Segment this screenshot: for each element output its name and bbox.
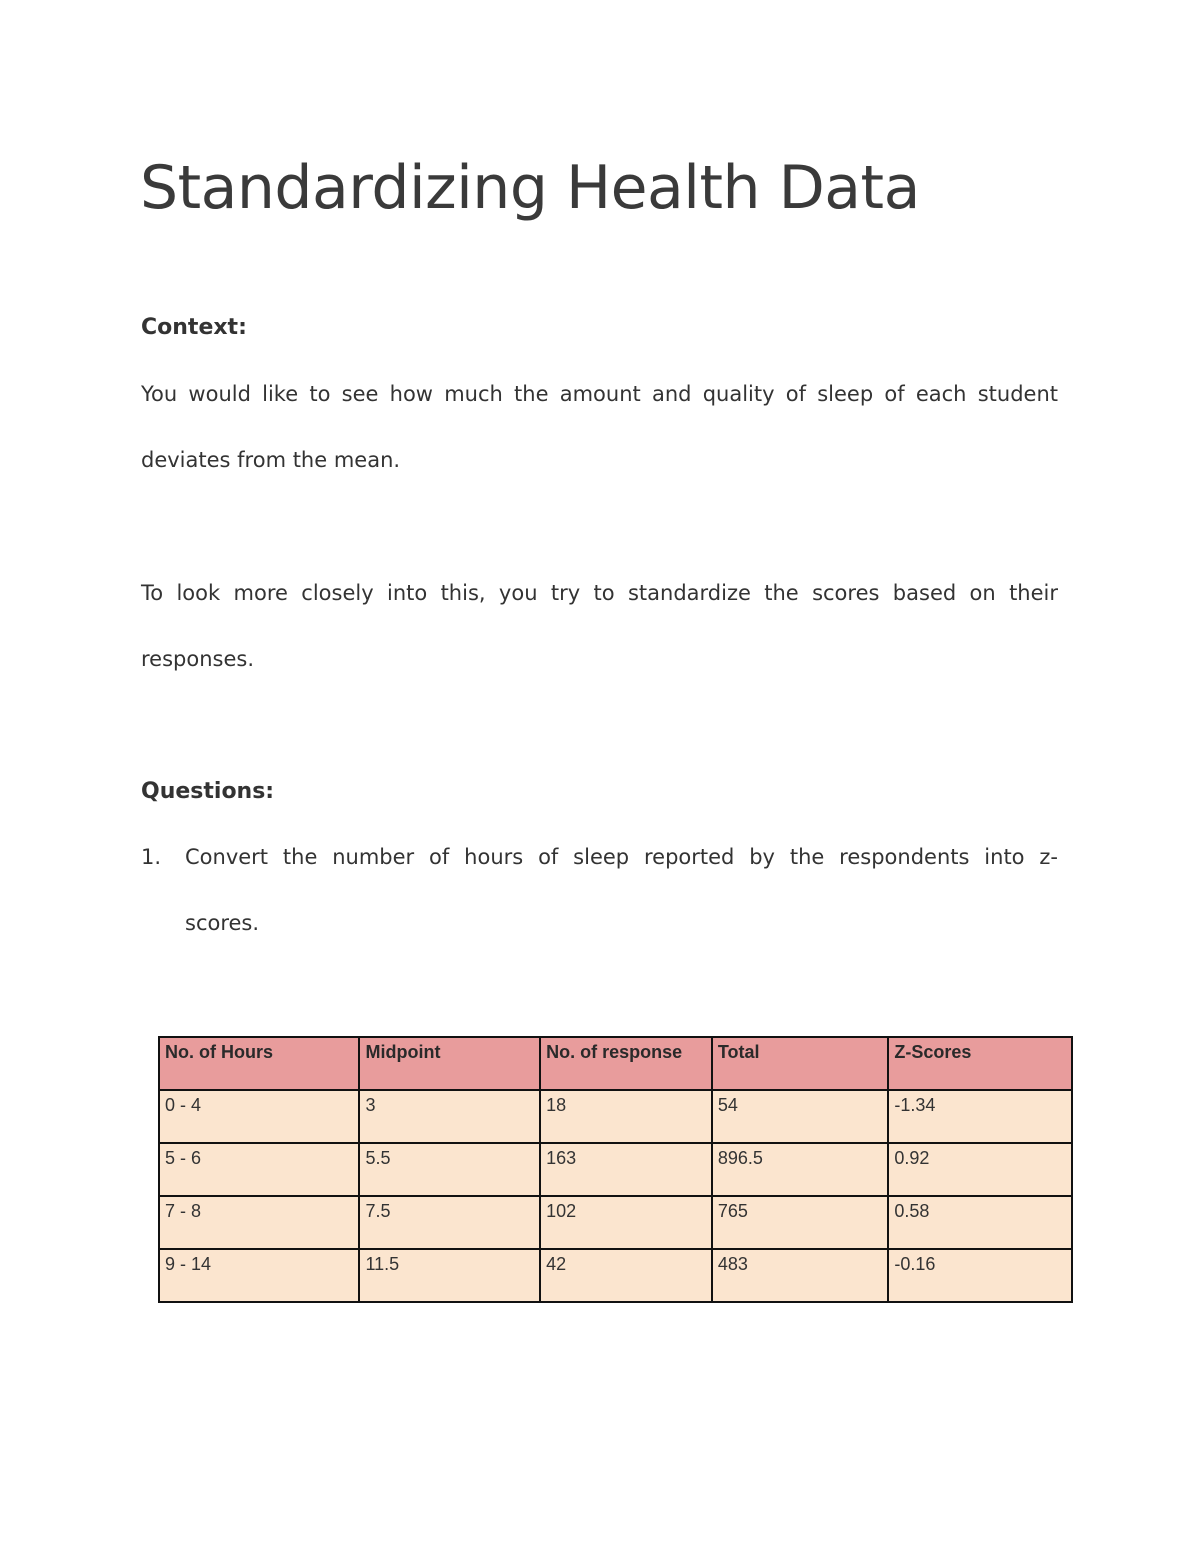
header-z-scores: Z-Scores — [888, 1037, 1072, 1090]
context-paragraph-1: You would like to see how much the amount and quality of sleep of each student deviates from the mean. — [141, 382, 1058, 472]
cell-total: 896.5 — [712, 1143, 889, 1196]
header-total: Total — [712, 1037, 889, 1090]
questions-heading: Questions: — [141, 779, 275, 804]
header-no-of-response: No. of response — [540, 1037, 712, 1090]
cell-z-score: 0.92 — [888, 1143, 1072, 1196]
header-no-of-hours: No. of Hours — [159, 1037, 359, 1090]
cell-responses: 18 — [540, 1090, 712, 1143]
cell-midpoint: 11.5 — [359, 1249, 540, 1302]
table-row — [159, 1143, 1072, 1196]
table-row — [159, 1196, 1072, 1249]
cell-z-score: -0.16 — [888, 1249, 1072, 1302]
cell-z-score: 0.58 — [888, 1196, 1072, 1249]
context-heading: Context: — [141, 315, 247, 340]
question-1-number: 1. — [141, 845, 162, 869]
cell-total: 765 — [712, 1196, 889, 1249]
context-paragraph-2: To look more closely into this, you try to standardize the scores based on their responses. — [141, 581, 1058, 671]
cell-responses: 102 — [540, 1196, 712, 1249]
cell-hours: 9 - 14 — [159, 1249, 359, 1302]
cell-midpoint: 5.5 — [359, 1143, 540, 1196]
header-midpoint: Midpoint — [359, 1037, 540, 1090]
table-row — [159, 1249, 1072, 1302]
question-1-text: Convert the number of hours of sleep reported by the respondents into z-scores. — [185, 845, 1058, 935]
cell-hours: 7 - 8 — [159, 1196, 359, 1249]
cell-midpoint: 3 — [359, 1090, 540, 1143]
cell-midpoint: 7.5 — [359, 1196, 540, 1249]
document-title: Standardizing Health Data — [140, 153, 920, 223]
sleep-hours-table — [158, 1036, 1073, 1303]
cell-total: 54 — [712, 1090, 889, 1143]
cell-total: 483 — [712, 1249, 889, 1302]
cell-hours: 5 - 6 — [159, 1143, 359, 1196]
cell-responses: 163 — [540, 1143, 712, 1196]
table-row — [159, 1090, 1072, 1143]
cell-responses: 42 — [540, 1249, 712, 1302]
table-header-row — [159, 1037, 1072, 1090]
cell-z-score: -1.34 — [888, 1090, 1072, 1143]
cell-hours: 0 - 4 — [159, 1090, 359, 1143]
